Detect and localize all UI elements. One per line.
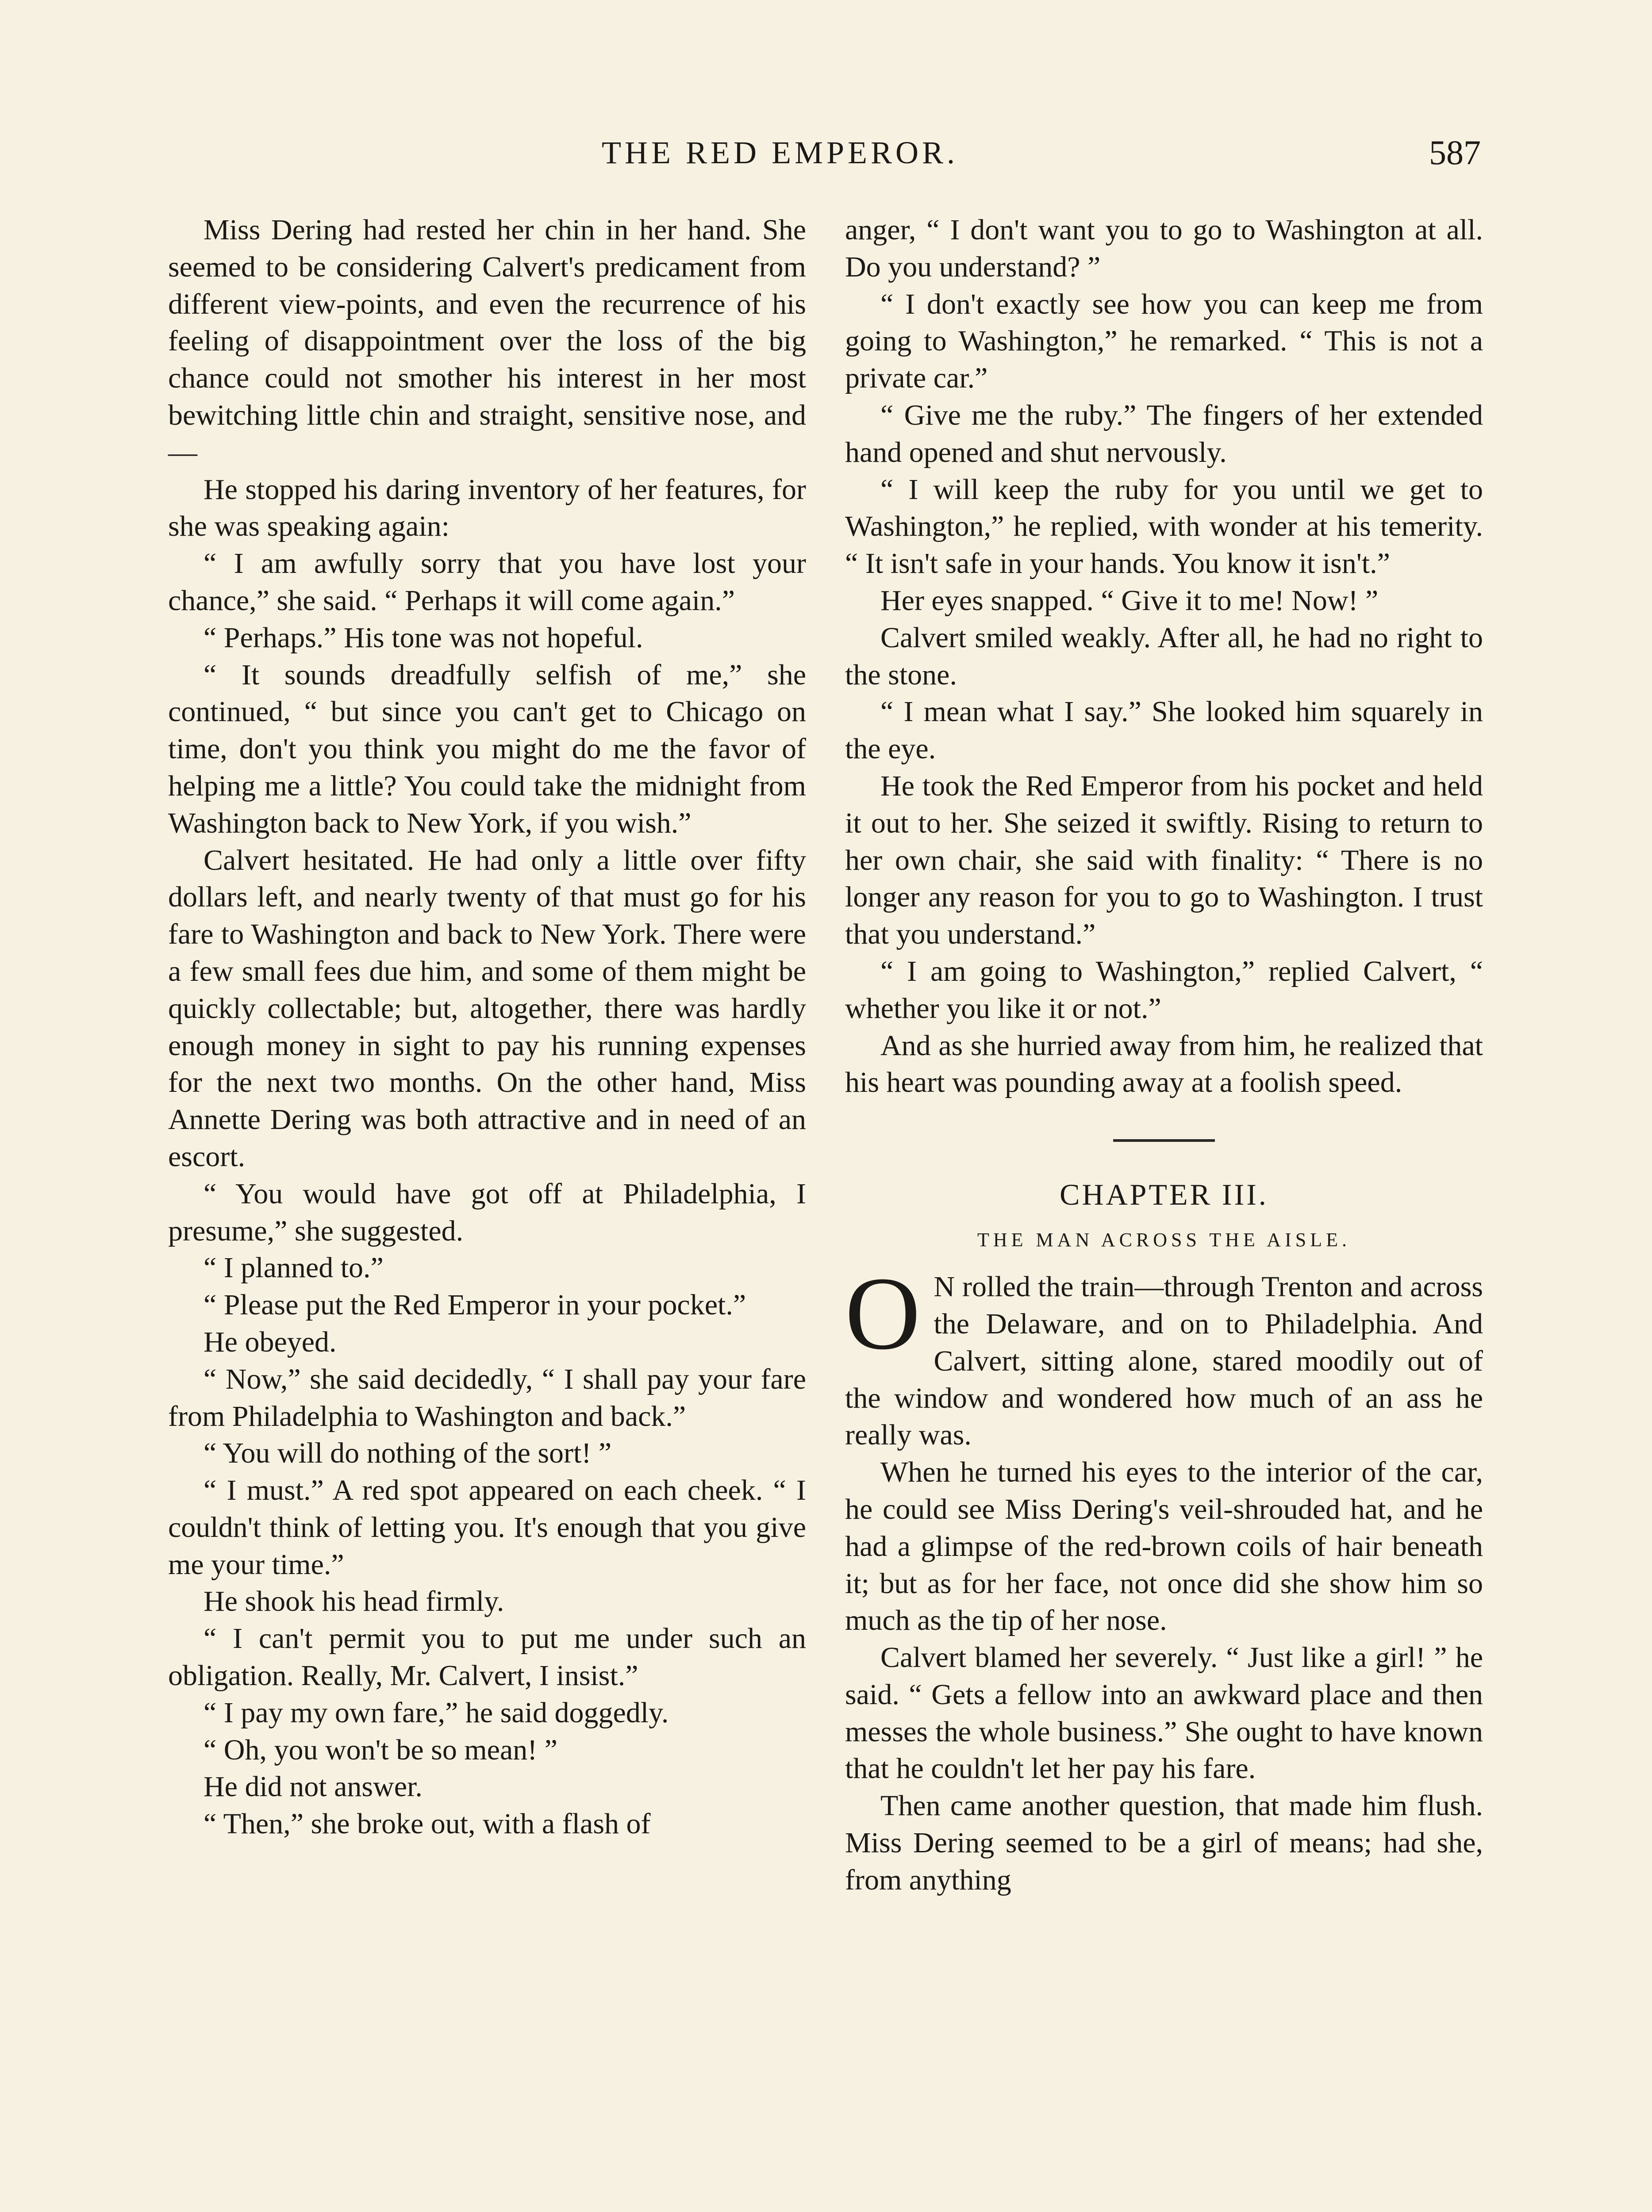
section-divider (1113, 1139, 1215, 1142)
paragraph: “ Then,” she broke out, with a flash of (204, 1808, 651, 1840)
paragraph: He took the Red Emperor from his pocket and held it out to her. She seized it swiftly. Rising to return to her own chair, she said with finality: “ There is no longer any reason for you to go to Washington. I trust that you understand.” (845, 769, 1483, 951)
paragraph: Calvert smiled weakly. After all, he had no right to the stone. (845, 621, 1483, 691)
paragraph: anger, “ I don't want you to go to Washington at all. Do you understand? ” (845, 214, 1483, 283)
paragraph: “ I don't exactly see how you can keep me from going to Washington,” he remarked. “ This is not a private car.” (845, 288, 1483, 395)
running-title: THE RED EMPEROR. (602, 135, 959, 170)
paragraph: “ I am going to Washington,” replied Calvert, “ whether you like it or not.” (845, 955, 1483, 1025)
paragraph: He obeyed. (204, 1325, 337, 1358)
page-number: 587 (1429, 133, 1481, 172)
left-text-column (168, 211, 806, 1843)
paragraph: “ Please put the Red Emperor in your pocket.” (204, 1289, 746, 1321)
paragraph: “ Now,” she said decidedly, “ I shall pay your fare from Philadelphia to Washington and back.” (168, 1363, 806, 1432)
paragraph: “ Perhaps.” His tone was not hopeful. (204, 621, 643, 654)
paragraph: “ I pay my own fare,” he said doggedly. (204, 1696, 669, 1729)
paragraph: “ You will do nothing of the sort! ” (204, 1437, 612, 1470)
paragraph: Her eyes snapped. “ Give it to me! Now! ” (880, 584, 1379, 617)
paragraph: “ Oh, you won't be so mean! ” (204, 1733, 558, 1766)
paragraph: He stopped his daring inventory of her features, for she was speaking again: (168, 473, 806, 543)
paragraph: Calvert hesitated. He had only a little over fifty dollars left, and nearly twenty of that must go for his fare to Washington and back to New York. There were a few small fees due him, and some of them might be quickly collectable; but, altogether, there was hardly enough money in sight to pay his running expenses for the next two months. On the other hand, Miss Annette Dering was both attractive and in need of an escort. (168, 844, 806, 1173)
paragraph: Calvert blamed her severely. “ Just like a girl! ” he said. “ Gets a fellow into an awkward place and then messes the whole business.” She ought to have known that he couldn't let her pay his fare. (845, 1641, 1483, 1785)
chapter-subtitle: THE MAN ACROSS THE AISLE. (977, 1229, 1351, 1251)
paragraph: “ You would have got off at Philadelphia, I presume,” she suggested. (168, 1177, 806, 1247)
paragraph: “ Give me the ruby.” The fingers of her extended hand opened and shut nervously. (845, 399, 1483, 469)
chapter-opening-paragraph (845, 1256, 1483, 1454)
chapter-heading: CHAPTER III. (1060, 1178, 1268, 1212)
running-header (0, 128, 1652, 177)
paragraph: Then came another question, that made him flush. Miss Dering seemed to be a girl of means; had she, from anything (845, 1790, 1483, 1896)
paragraph: “ I will keep the ruby for you until we get to Washington,” he replied, with wonder at his temerity. “ It isn't safe in your hands. You know it isn't.” (845, 473, 1483, 580)
paragraph: “ I must.” A red spot appeared on each cheek. “ I couldn't think of letting you. It's enough that you give me your time.” (168, 1474, 806, 1581)
paragraph: When he turned his eyes to the interior of the car, he could see Miss Dering's veil-shrouded hat, and he had a glimpse of the red-brown coils of hair beneath it; but as for her face, not once did she show him so much as the tip of her nose. (845, 1456, 1483, 1637)
paragraph: “ I am awfully sorry that you have lost your chance,” she said. “ Perhaps it will come again.” (168, 547, 806, 617)
drop-cap: O (845, 1256, 921, 1372)
paragraph: “ I planned to.” (204, 1252, 384, 1284)
paragraph: “ It sounds dreadfully selfish of me,” she continued, “ but since you can't get to Chicago on time, don't you think you might do me the favor of helping me a little? You could take the midnight from Washington back to New York, if you wish.” (168, 658, 806, 839)
paragraph: “ I can't permit you to put me under such an obligation. Really, Mr. Calvert, I insist.” (168, 1622, 806, 1692)
right-text-column (845, 211, 1483, 1899)
paragraph: He did not answer. (204, 1770, 423, 1803)
paragraph: And as she hurried away from him, he realized that his heart was pounding away at a foolish speed. (845, 1029, 1483, 1099)
opening-text: N rolled the train—through Trenton and across the Delaware, and on to Philadelphia. And Calvert, sitting alone, stared moodily out of the window and wondered how much of an ass he really was. (845, 1271, 1483, 1452)
paragraph: “ I mean what I say.” She looked him squarely in the eye. (845, 695, 1483, 765)
paragraph: He shook his head firmly. (204, 1585, 504, 1618)
paragraph: Miss Dering had rested her chin in her hand. She seemed to be considering Calvert's predicament from different view-points, and even the recurrence of his feeling of disappointment over the loss of the big chance could not smother his interest in her most bewitching little chin and straight, sensitive nose, and— (168, 214, 806, 469)
